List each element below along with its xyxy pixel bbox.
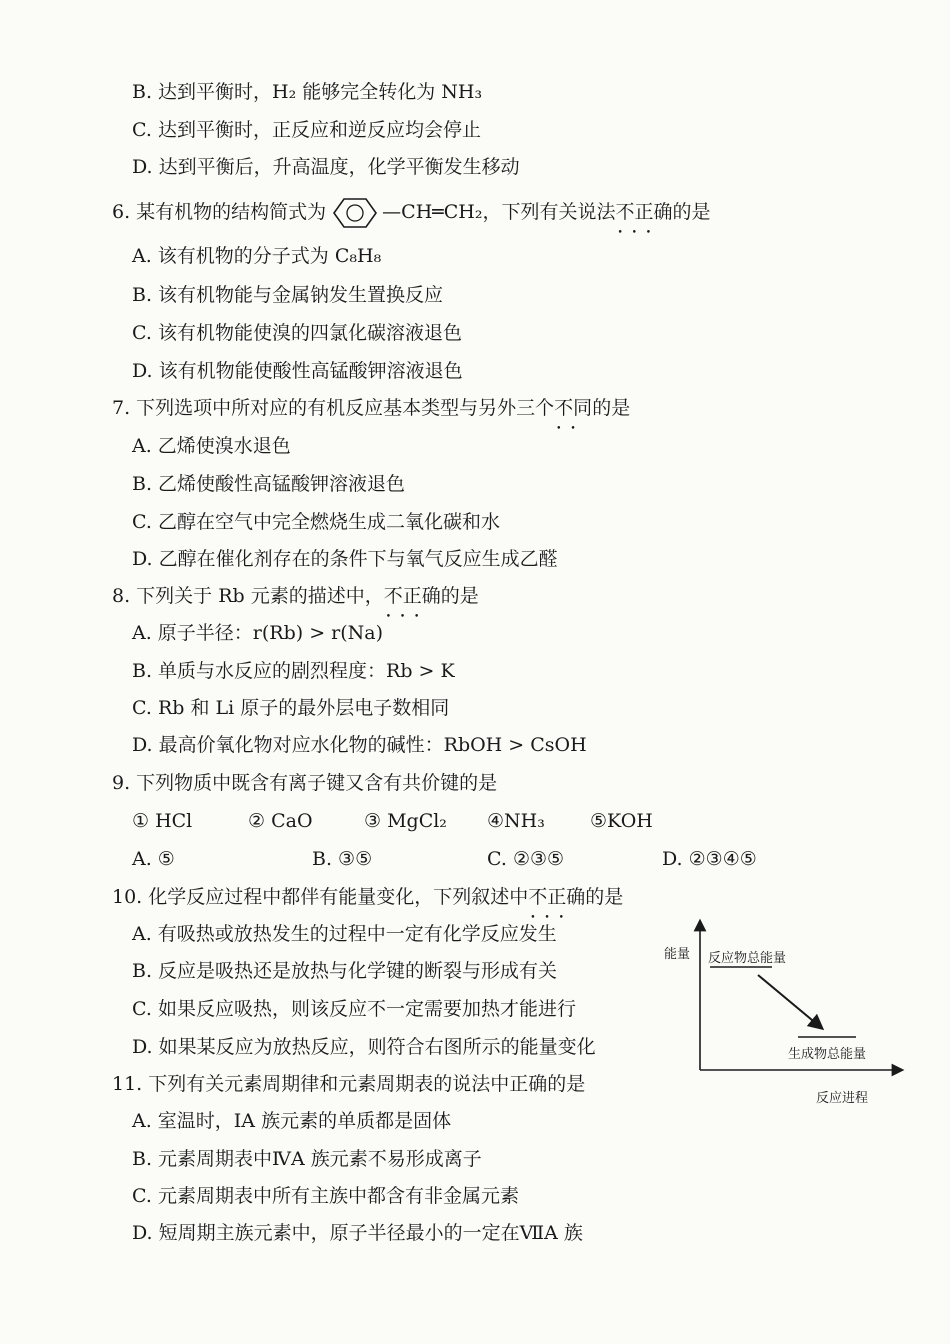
- q10-option-d: D. 如果某反应为放热反应，则符合右图所示的能量变化: [132, 1036, 596, 1058]
- q11-option-b: B. 元素周期表中ⅣA 族元素不易形成离子: [132, 1148, 482, 1170]
- q6-stem-post: ，下列有关说法: [482, 201, 616, 223]
- q8-option-b: B. 单质与水反应的剧烈程度：Rb > K: [132, 660, 455, 682]
- q7-stem-end: 的是: [592, 397, 631, 419]
- q9-choice-c: C. ②③⑤: [487, 848, 565, 870]
- q6-option-b: B. 该有机物能与金属钠发生置换反应: [132, 284, 444, 306]
- energy-diagram: [658, 915, 908, 1115]
- diagram-reactant-label: 反应物总能量: [708, 951, 787, 966]
- q11-option-a: A. 室温时，IA 族元素的单质都是固体: [132, 1110, 452, 1132]
- q7-stem-pre: 7. 下列选项中所对应的有机反应基本类型与另外三个: [112, 397, 555, 419]
- q11-stem: 11. 下列有关元素周期律和元素周期表的说法中正确的是: [112, 1073, 586, 1095]
- energy-diagram-axes: [658, 915, 908, 1115]
- q11-option-d: D. 短周期主族元素中，原子半径最小的一定在ⅦA 族: [132, 1222, 583, 1244]
- benzene-ring-icon: [332, 197, 378, 229]
- q6-option-a: A. 该有机物的分子式为 C₈H₈: [132, 245, 382, 267]
- q5-option-d: D. 达到平衡后，升高温度，化学平衡发生移动: [132, 156, 520, 178]
- q9-item-5: ⑤KOH: [590, 810, 653, 832]
- q9-item-2: ② CaO: [248, 810, 313, 832]
- q10-option-b: B. 反应是吸热还是放热与化学键的断裂与形成有关: [132, 960, 558, 982]
- q6-stem-pre: 6. 某有机物的结构简式为: [112, 201, 327, 223]
- reaction-arrow: [758, 975, 818, 1025]
- q10-option-c: C. 如果反应吸热，则该反应不一定需要加热才能进行: [132, 998, 576, 1020]
- q7-stem: [112, 396, 630, 420]
- q7-option-c: C. 乙醇在空气中完全燃烧生成二氧化碳和水: [132, 511, 500, 533]
- q8-option-c: C. Rb 和 Li 原子的最外层电子数相同: [132, 697, 450, 719]
- q10-option-a: A. 有吸热或放热发生的过程中一定有化学反应发生: [132, 923, 557, 945]
- q8-stem-pre: 8. 下列关于 Rb 元素的描述中，: [112, 585, 384, 607]
- q7-option-b: B. 乙烯使酸性高锰酸钾溶液退色: [132, 473, 406, 495]
- q6-vinyl-group: —CH═CH₂: [382, 201, 483, 223]
- q7-option-d: D. 乙醇在催化剂存在的条件下与氧气反应生成乙醛: [132, 548, 558, 570]
- diagram-y-label: 能量: [664, 947, 691, 962]
- q7-stem-emphasis: 不同 • •: [554, 397, 592, 419]
- q6-option-d: D. 该有机物能使酸性高锰酸钾溶液退色: [132, 360, 463, 382]
- q7-option-a: A. 乙烯使溴水退色: [132, 435, 291, 457]
- q6-option-c: C. 该有机物能使溴的四氯化碳溶液退色: [132, 322, 462, 344]
- q9-choice-d: D. ②③④⑤: [662, 848, 757, 870]
- q9-choice-b: B. ③⑤: [312, 848, 373, 870]
- q10-stem: [112, 885, 623, 909]
- q10-stem-end: 的是: [585, 886, 624, 908]
- q10-stem-pre: 10. 化学反应过程中都伴有能量变化，下列叙述中: [112, 886, 529, 908]
- q10-stem-emphasis: 不正确 • • •: [528, 886, 585, 908]
- q9-choice-a: A. ⑤: [132, 848, 175, 870]
- q8-option-a: A. 原子半径：r(Rb) > r(Na): [132, 622, 384, 644]
- q9-stem: 9. 下列物质中既含有离子键又含有共价键的是: [112, 772, 498, 794]
- q6-stem: [112, 197, 711, 229]
- q8-stem-emphasis: 不正确 • • •: [384, 585, 441, 607]
- q9-item-3: ③ MgCl₂: [364, 810, 447, 832]
- diagram-product-label: 生成物总能量: [788, 1047, 867, 1062]
- q9-item-1: ① HCl: [132, 810, 193, 832]
- q8-option-d: D. 最高价氧化物对应水化物的碱性：RbOH > CsOH: [132, 734, 587, 756]
- diagram-x-label: 反应进程: [816, 1091, 869, 1106]
- q5-option-c: C. 达到平衡时，正反应和逆反应均会停止: [132, 119, 481, 141]
- q8-stem-end: 的是: [440, 585, 479, 607]
- q8-stem: [112, 584, 479, 608]
- q11-option-c: C. 元素周期表中所有主族中都含有非金属元素: [132, 1185, 519, 1207]
- q9-item-4: ④NH₃: [487, 810, 545, 832]
- q6-stem-end: 的是: [672, 201, 711, 223]
- q5-option-b: B. 达到平衡时，H₂ 能够完全转化为 NH₃: [132, 81, 483, 103]
- q6-stem-emphasis: 不正确 • • •: [615, 201, 672, 223]
